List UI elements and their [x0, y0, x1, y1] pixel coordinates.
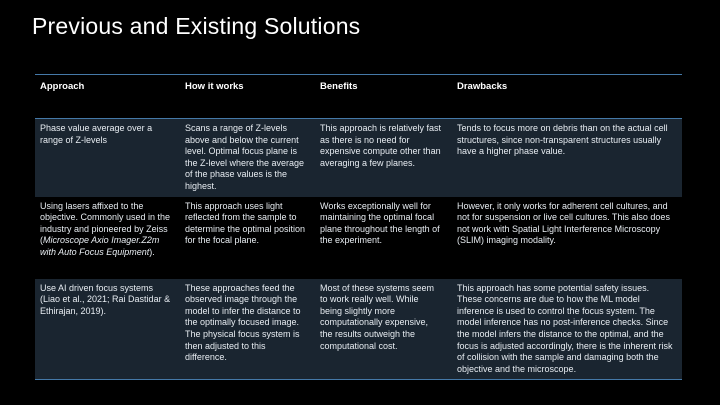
column-header-drawbacks: Drawbacks [457, 81, 508, 92]
solutions-table [35, 74, 682, 380]
column-header-benefits: Benefits [320, 81, 358, 92]
slide-title: Previous and Existing Solutions [32, 13, 361, 39]
cell-benefits: Works exceptionally well for maintaining the optimal focal plane throughout the length of the experiment. [320, 200, 440, 246]
column-header-how-it-works: How it works [185, 81, 244, 92]
column-header-approach: Approach [40, 81, 85, 92]
table-row-ai-focus [35, 279, 682, 380]
approach-text: Using lasers affixed to the objective. Commonly used in the industry and pioneered by Zeiss ( [40, 200, 171, 246]
cell-approach: Phase value average over a range of Z-levels [40, 123, 153, 145]
cell-how-it-works: This approach uses light reflected from the sample to determine the optimal position for the focal plane. [185, 200, 306, 246]
approach-citation-italic: Microscope Axio Imager.Z2m with Auto Focus Equipment [40, 235, 160, 257]
cell-drawbacks: Tends to focus more on debris than on the actual cell structures, since non-transparent structures usually have a higher phase value. [457, 123, 668, 157]
cell-drawbacks: This approach has some potential safety issues. These concerns are due to how the ML model inference is used to control the focus system. The model inference has no post-inference checks. Since the model infers the distance to the optimal, and the focus is adjusted accordingly, there is the inherent risk of collision with the sample and damaging both the objective and the microscope. [457, 282, 673, 374]
approach-text-end: ). [149, 246, 155, 257]
cell-benefits: This approach is relatively fast as there is no need for expensive compute other than averaging a few planes. [320, 123, 442, 168]
cell-approach: Use AI driven focus systems (Liao et al., 2021; Rai Dastidar & Ethirajan, 2019). [40, 282, 171, 316]
table-header-row [35, 75, 682, 119]
cell-approach [35, 197, 180, 279]
cell-benefits: Most of these systems seem to work really well. While being slightly more computationally expensive, the results outweigh the computational cost. [320, 282, 435, 351]
cell-drawbacks: However, it only works for adherent cell cultures, and not for suspension or live cell cultures. This also does not work with Spatial Light Interference Microscopy (SLIM) imaging modality. [457, 200, 670, 246]
table-row-phase-average [35, 119, 682, 197]
cell-how-it-works: Scans a range of Z-levels above and below the current level. Optimal focus plane is the Z-level where the average of the phase values is the highest. [185, 123, 305, 191]
cell-how-it-works: These approaches feed the observed image through the model to infer the distance to the optimally focused image. The physical focus system is then adjusted to this difference. [185, 282, 301, 363]
table-row-laser-focus [35, 197, 682, 279]
